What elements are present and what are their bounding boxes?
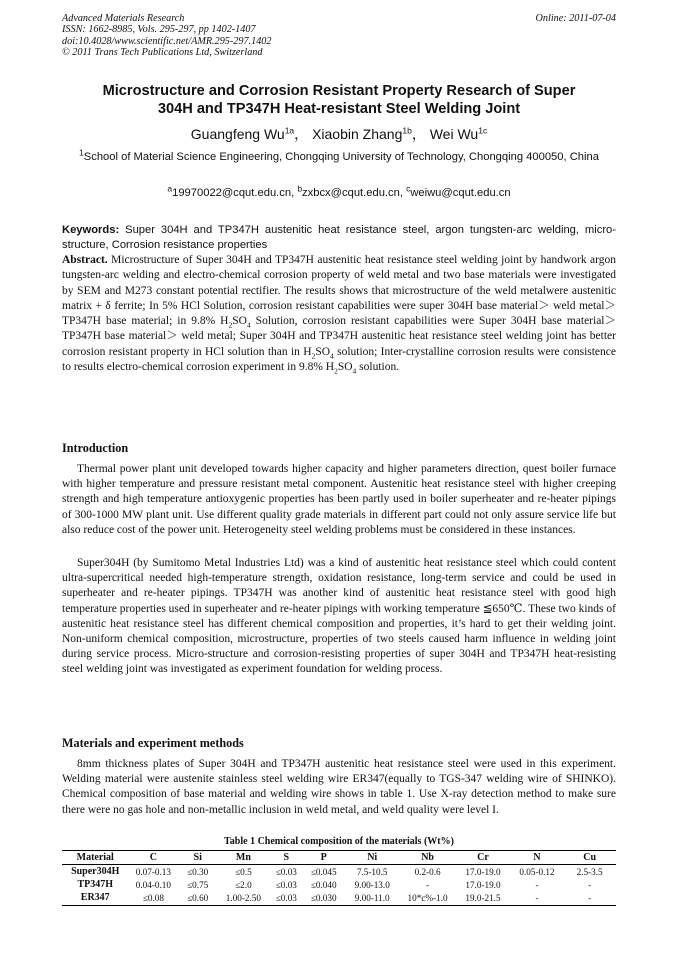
- title-line-2: 304H and TP347H Heat-resistant Steel Welding Joint: [157, 100, 521, 117]
- table-cell: 9.00-13.0: [354, 879, 390, 890]
- table-cell: TP347H: [77, 878, 114, 890]
- journal-name: Advanced Materials Research: [62, 13, 185, 24]
- table-row: [62, 865, 616, 879]
- author-name: Guangfeng Wu: [190, 126, 285, 142]
- table-cell: 17.0-19.0: [465, 866, 501, 877]
- table-cell: ≤0.03: [270, 891, 303, 905]
- online-date: Online: 2011-07-04: [535, 13, 616, 24]
- table-cell: Super304H: [71, 865, 120, 877]
- intro-paragraph-2: Super304H (by Sumitomo Metal Industries Ltd) was a kind of austenitic heat resistance steel which could content ultra-supercritical needed high-temperature strength, oxidation resistance, long-term service and could be used in superheater and re-heater pipings. TP347H was another kind of austenitic heat resistance steel with good high temperature properties used in superheater and re-heater pipings with working temperature ≦650℃. These two kinds of austenitic heat resistance steel has different chemical composition and properties, it’s hard to get their welding joint. Non-uniform chemical composition, microstructure, properties of two steels caused harm influence in welding joint during service process. Micro-structure and corrosion-resisting properties of super 304H and TP347H heat-resisting steel welding joint was investigated as experiment foundation for welding process.: [62, 557, 616, 676]
- table-cell: ≤0.03: [275, 866, 297, 877]
- subscript: 4: [352, 366, 357, 376]
- column-header: Cu: [563, 851, 616, 865]
- table-cell: -: [563, 891, 616, 905]
- abstract-text: SO: [315, 345, 331, 358]
- abstract: [62, 253, 616, 375]
- doi-line: doi:10.4028/www.scientific.net/AMR.295-297.1402: [62, 35, 272, 47]
- abstract-text: solution; Inter-crystalline corrosion results were consistence to results electro-chemical corrosion experiment in 9.8% H: [62, 345, 616, 374]
- table-cell: ER347: [62, 891, 128, 905]
- email-sup: c: [406, 183, 411, 194]
- author-sup: 1b: [402, 125, 412, 136]
- table-cell: 0.04-0.10: [135, 879, 171, 890]
- author-name: Xiaobin Zhang: [312, 126, 403, 142]
- column-header: Nb: [400, 851, 455, 865]
- abstract-text: Solution, corrosion resistant capabilities were Super 304H base material＞TP347H base material＞ weld metal; Super 304H and TP347H austenitic heat resistance steel welding joint has better corrosion resistant property in HCl solution than in H: [62, 315, 616, 358]
- email: 19970022@cqut.edu.cn,: [172, 187, 298, 199]
- table-row: [62, 891, 616, 905]
- affiliation-text: School of Material Science Engineering, Chongqing University of Technology, Chongqing 400050, China: [83, 151, 599, 163]
- author-name: Wei Wu: [429, 126, 479, 142]
- email-sup: b: [297, 183, 303, 194]
- column-header: Material: [62, 851, 128, 865]
- paper-title: [62, 83, 616, 118]
- email: zxbcx@cqut.edu.cn,: [302, 187, 407, 199]
- table-cell: -: [588, 879, 592, 890]
- column-header: P: [303, 851, 345, 865]
- journal-header: [62, 13, 616, 59]
- column-header: Ni: [345, 851, 400, 865]
- abstract-label: Abstract.: [62, 254, 108, 266]
- subscript: 2: [334, 366, 338, 376]
- abstract-text: SO: [232, 315, 247, 328]
- table-cell: -: [535, 879, 539, 890]
- table-header-row: [62, 851, 616, 865]
- table-cell: 1.00-2.50: [217, 891, 270, 905]
- abstract-text: SO: [337, 361, 353, 374]
- keywords-text: Super 304H and TP347H austenitic heat resistance steel, argon tungsten-arc welding, micro-structure, Corrosion resistance properties: [62, 224, 616, 251]
- table-cell: ≤0.08: [128, 891, 178, 905]
- abstract-text: solution.: [356, 361, 400, 374]
- subscript: 4: [246, 320, 251, 330]
- table-caption: Table 1 Chemical composition of the materials (Wt%): [224, 836, 454, 847]
- column-header: Cr: [455, 851, 510, 865]
- issn-line: ISSN: 1662-8985, Vols. 295-297, pp 1402-1407: [62, 24, 256, 36]
- column-header: S: [270, 851, 303, 865]
- table-cell: ≤0.03: [275, 879, 297, 890]
- intro-paragraph-1: Thermal power plant unit developed towards higher capacity and higher parameters direction, quest boiler furnace with higher temperature and pressure resistant metal component. Austenitic heat resistance steel with higher creeping strength and high temperature antioxygenic properties has been partly used in boiler superheater and re-heater pipings of 300-1000 MW plant unit. Use different quality grade materials in different part could not only assure service life but also reduce cost of the power unit. Heterogeneity steel welding problems must be considered in these instances.: [62, 463, 616, 536]
- table-row: [62, 878, 616, 891]
- table-cell: ≤0.5: [235, 866, 252, 877]
- table-cell: ≤0.045: [310, 866, 337, 877]
- affiliation: [62, 147, 616, 165]
- keywords-label: Keywords:: [62, 224, 120, 236]
- email-list: [62, 183, 616, 199]
- table-cell: 0.07-0.13: [135, 866, 171, 877]
- table-cell: ≤2.0: [235, 879, 252, 890]
- column-header: Mn: [217, 851, 270, 865]
- table-cell: 2.5-3.5: [576, 866, 603, 877]
- table-cell: 19.0-21.5: [455, 891, 510, 905]
- table-cell: ≤0.040: [310, 879, 337, 890]
- table-cell: 10*c%-1.0: [400, 891, 455, 905]
- author-sup: 1c: [478, 125, 488, 136]
- subscript: 4: [330, 351, 334, 361]
- copyright-line: © 2011 Trans Tech Publications Ltd, Switzerland: [62, 47, 263, 59]
- table-cell: 9.00-11.0: [345, 891, 400, 905]
- subscript: 2: [228, 320, 233, 330]
- email-sup: a: [167, 183, 173, 194]
- section-heading-introduction: Introduction: [62, 441, 129, 455]
- column-header: C: [128, 851, 178, 865]
- table-cell: -: [511, 891, 564, 905]
- table-cell: ≤0.30: [187, 866, 209, 877]
- column-header: N: [511, 851, 564, 865]
- affiliation-sup: 1: [79, 147, 84, 158]
- table-cell: 17.0-19.0: [465, 879, 501, 890]
- table-cell: 0.2-0.6: [414, 866, 441, 877]
- chemical-composition-table: [62, 850, 616, 906]
- author-separator: ，: [294, 126, 309, 142]
- author-sup: 1a: [284, 125, 295, 136]
- title-line-1: Microstructure and Corrosion Resistant Property Research of Super: [102, 83, 576, 99]
- table-cell: ≤0.030: [303, 891, 345, 905]
- abstract-text: Microstructure of Super 304H and TP347H austenitic heat resistance steel welding joint by handwork argon tungsten-arc welding and electro-chemical corrosion property of weld metal and two base materials were investigated by SEM and M273 constant potential rectifier. The results shows that microstructure of the weld metalwere austenitic matrix + δ ferrite; In 5% HCl Solution, corrosion resistant capabilities were super 304H base material＞ weld metal＞TP347H base material; in 9.8% H: [62, 254, 616, 328]
- author-list: [62, 124, 616, 144]
- materials-paragraph-1: 8mm thickness plates of Super 304H and TP347H austenitic heat resistance steel were used in this experiment. Welding material were austenite stainless steel welding wire ER347(equally to TGS-347 welding wire of SHINKO). Chemical composition of base material and welding wire shows in table 1. Use X-ray detection method to make sure there were no gas hole and non-metallic inclusion in weld metal, and weld quality were level I.: [62, 758, 616, 816]
- table-cell: 0.05-0.12: [519, 866, 555, 877]
- section-heading-materials: Materials and experiment methods: [62, 736, 244, 750]
- table-cell: 7.5-10.5: [356, 866, 388, 877]
- keywords: [62, 223, 616, 252]
- subscript: 2: [311, 351, 316, 361]
- column-header: Si: [178, 851, 217, 865]
- table-cell: ≤0.75: [187, 879, 209, 890]
- author-separator: ，: [411, 126, 426, 142]
- table-cell: ≤0.60: [178, 891, 217, 905]
- table-cell: -: [426, 879, 430, 890]
- email: weiwu@cqut.edu.cn: [410, 187, 511, 199]
